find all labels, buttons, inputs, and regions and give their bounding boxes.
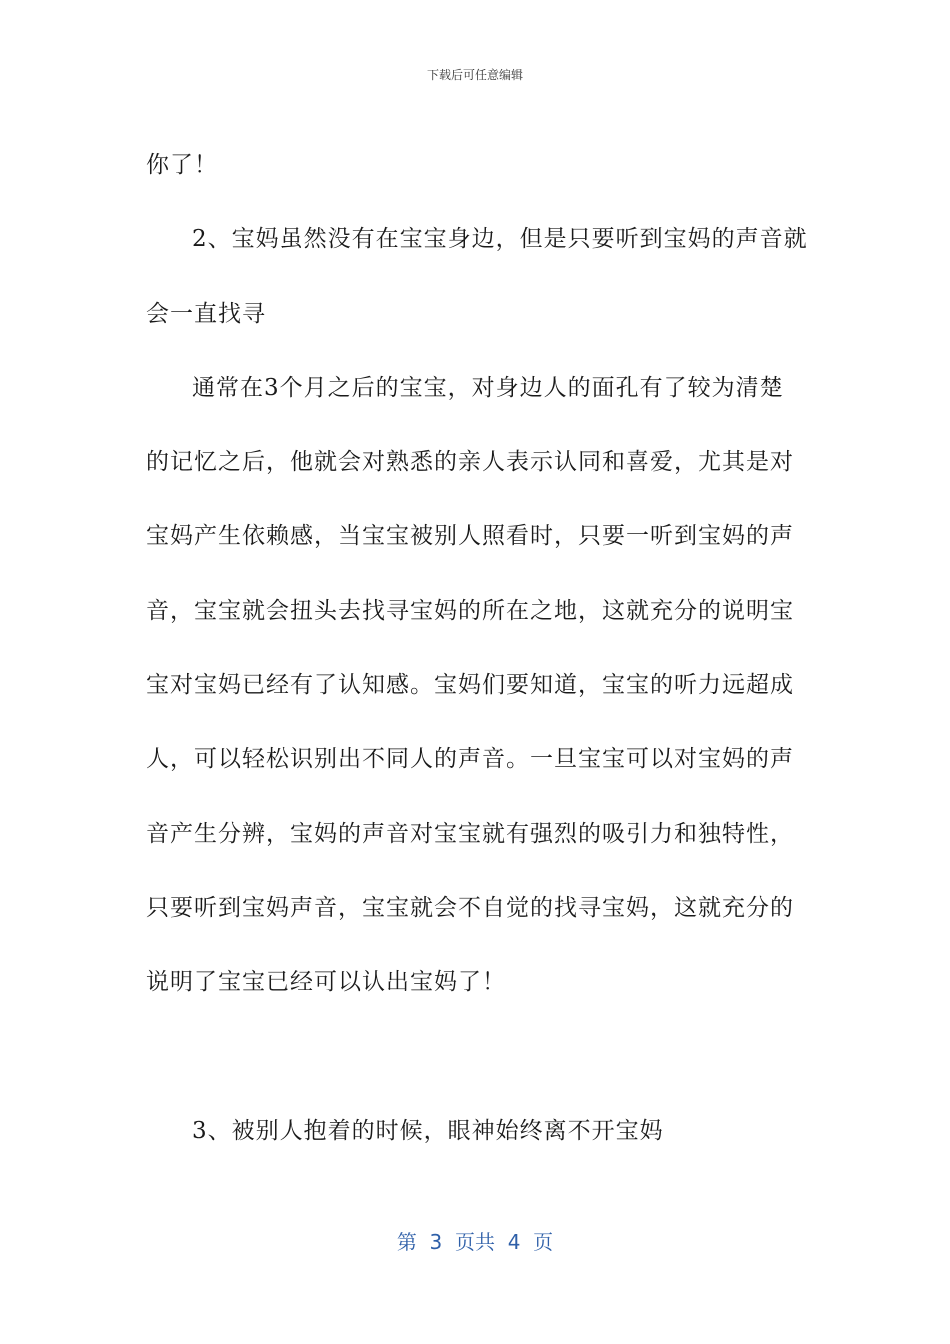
header-text: 下载后可任意编辑: [426, 68, 523, 82]
paragraph-line: 通常在3个月之后的宝宝，对身边人的面孔有了较为清楚: [192, 374, 784, 401]
paragraph-line: 人，可以轻松识别出不同人的声音。一旦宝宝可以对宝妈的声: [146, 746, 794, 773]
paragraph-line: 宝对宝妈已经有了认知感。宝妈们要知道，宝宝的听力远超成: [146, 672, 794, 699]
paragraph-line: 音，宝宝就会扭头去找寻宝妈的所在之地，这就充分的说明宝: [146, 597, 794, 624]
paragraph-line: 宝妈产生依赖感，当宝宝被别人照看时，只要一听到宝妈的声: [146, 523, 794, 550]
paragraph-line: 音产生分辨，宝妈的声音对宝宝就有强烈的吸引力和独特性，: [146, 820, 794, 847]
page-number: 第 3 页共 4 页: [396, 1230, 554, 1254]
section-heading: 3、被别人抱着的时候，眼神始终离不开宝妈: [192, 1117, 664, 1144]
text-line: 你了！: [146, 152, 218, 178]
document-body: [146, 128, 806, 1168]
section-heading: 2、宝妈虽然没有在宝宝身边，但是只要听到宝妈的声音就: [192, 226, 808, 253]
section-heading-continued: 会一直找寻: [146, 300, 266, 327]
paragraph-line: 的记忆之后，他就会对熟悉的亲人表示认同和喜爱，尤其是对: [146, 449, 794, 476]
page-footer: [0, 1226, 950, 1255]
page-header: [0, 66, 950, 83]
paragraph-spacer: [146, 1020, 806, 1094]
paragraph-line: 说明了宝宝已经可以认出宝妈了！: [146, 969, 506, 996]
paragraph-line: 只要听到宝妈声音，宝宝就会不自觉的找寻宝妈，这就充分的: [146, 894, 794, 921]
